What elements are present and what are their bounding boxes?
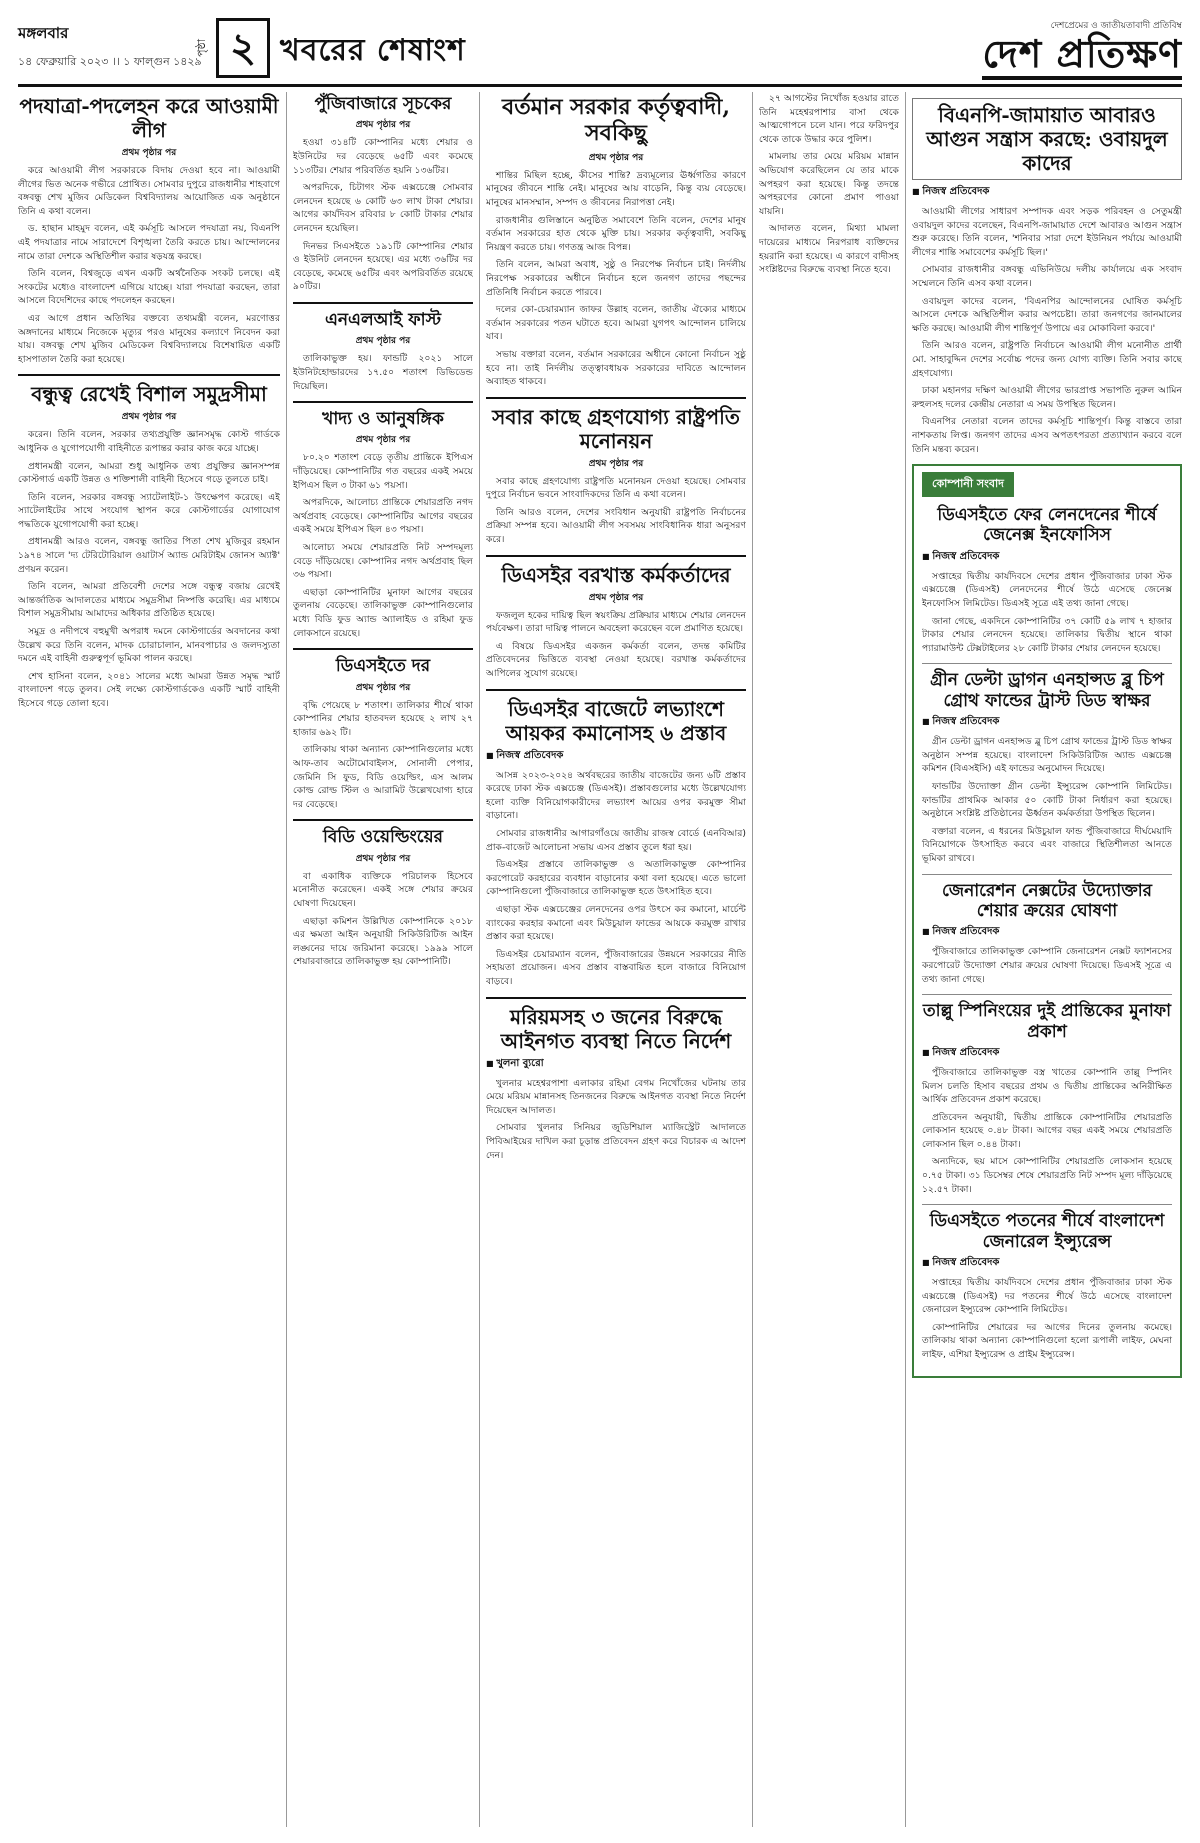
newspaper-brand [982, 18, 1182, 75]
article-genex-infosys [922, 505, 1172, 655]
byline: ■ নিজস্ব প্রতিবেদক [922, 549, 1172, 566]
paragraph: তিনি বলেন, বিশ্বজুড়ে এখন একটি অর্থনৈতিক সংকট চলছে। এই সংকটের মধ্যেও বাংলাদেশ এগিয়ে যাচ্ছে। যারা পদযাত্রা করছেন, তারা আসলে বিদেশিদের কাছে পদলেহন করছেন। [18, 268, 280, 307]
article-stock-index [293, 94, 473, 294]
jump-label: প্রথম পৃষ্ঠার পর [355, 853, 411, 864]
article-tallu-spinning [922, 1001, 1172, 1196]
page-number: ২ [216, 18, 270, 78]
paragraph: বিএনপির নেতারা বলেন তাদের কর্মসূচি শান্তিপূর্ণ। কিন্তু বাস্তবে তারা নাশকতায় লিপ্ত। জনগণ তাদের এসব অপতৎপরতা প্রত্যাখ্যান করবে বলে তিনি মন্তব্য করেন। [912, 416, 1182, 455]
divider [293, 648, 473, 650]
issue-day: মঙ্গলবার [18, 24, 69, 42]
column-divider [905, 92, 906, 1827]
paragraph: ঢাকা মহানগর দক্ষিণ আওয়ামী লীগের ভারপ্রাপ্ত সভাপতি নুরুল আমিন রুহুলসহ দলের কেন্দ্রীয় নেতারা এ সময় উপস্থিত ছিলেন। [912, 385, 1182, 410]
jump-label: প্রথম পৃষ্ঠার পর [121, 412, 177, 423]
article-continuation [759, 92, 899, 277]
paragraph: সোমবার রাজধানীর আগারগাঁওয়ে জাতীয় রাজস্ব বোর্ডে (এনবিআর) প্রাক-বাজেট আলোচনা সভায় এসব প্রস্তাব তুলে ধরা হয়। [486, 828, 746, 853]
column-3 [486, 92, 746, 1827]
paragraph: ওবায়দুল কাদের বলেন, 'বিএনপির আন্দোলনের ঘোষিত কর্মসূচি আসলে দেশকে অস্থিতিশীল করার অপচেষ্টা। তারা জনগণের জানমালের ক্ষতি করছে। আওয়ামী লীগ শান্তিপূর্ণ উপায়ে এর মোকাবিলা করবে।' [912, 295, 1182, 334]
divider [922, 1204, 1172, 1205]
article-arson-terror [912, 98, 1182, 456]
columns-area [18, 92, 1182, 1827]
headline[interactable]: বিডি ওয়েল্ডিংয়ের [323, 827, 443, 848]
column-2 [293, 92, 473, 1827]
paragraph: আওয়ামী লীগের সাধারণ সম্পাদক এবং সড়ক পরিবহন ও সেতুমন্ত্রী ওবায়দুল কাদের বলেছেন, বিএনপি-জামায়াত দেশে আবারও আগুন সন্ত্রাস শুরু করেছে। তিনি বলেন, 'শনিবার সারা দেশে ইউনিয়ন পর্যায়ে আওয়ামী লীগের শান্তি সমাবেশের কর্মসূচি ছিল।' [912, 206, 1182, 258]
masthead [18, 14, 1182, 87]
article-maritime-boundary [18, 382, 280, 710]
article-bd-welding [293, 827, 473, 969]
article-padayatra [18, 94, 280, 366]
paragraph: করেন। তিনি বলেন, সরকার তথ্যপ্রযুক্তি জ্ঞানসমৃদ্ধ কোস্ট গার্ডকে আধুনিক ও যুগোপযোগী বাহিনীতে রূপান্তর করার কাজ করে যাচ্ছে। [18, 429, 280, 454]
headline[interactable]: গ্রীন ডেল্টা ড্রাগন এনহান্সড ব্লু চিপ গ্রোথ ফান্ডের ট্রাস্ট ডিড স্বাক্ষর [930, 670, 1164, 711]
divider [18, 374, 280, 376]
paragraph: বা একাধিক ব্যক্তিকে পরিচালক হিসেবে মনোনীত করেছেন। একই সঙ্গে শেয়ার ক্রয়ের ঘোষণা দিয়েছেন। [293, 870, 473, 909]
headline[interactable]: ডিএসইর বাজেটে লভ্যাংশে আয়কর কমানোসহ ৬ প্রস্তাব [505, 696, 727, 745]
paragraph: প্রধানমন্ত্রী বলেন, আমরা শুধু আধুনিক তথ্য প্রযুক্তির জ্ঞানসম্পন্ন কোস্টগার্ড একটি উন্নত ও শক্তিশালী বাহিনী হিসেবে গড়ে তুলতে চাই। [18, 460, 280, 486]
paragraph: আদালত বলেন, মিথ্যা মামলা দায়েরের মাধ্যমে নিরপরাধ ব্যক্তিদের হয়রানি করা হয়েছে। এ কারণে বাদীসহ সংশ্লিষ্টদের বিরুদ্ধে ব্যবস্থা নিতে হবে। [759, 223, 899, 276]
paragraph: তিনি বলেন, আমরা প্রতিবেশী দেশের সঙ্গে বন্ধুত্ব বজায় রেখেই আন্তর্জাতিক আদালতের মাধ্যমে সমুদ্রসীমা নিষ্পত্তি করেছি। এর মাধ্যমে বিশাল সমুদ্রসীমায় আমাদের অধিকার প্রতিষ্ঠিত হয়েছে। [18, 581, 280, 620]
paragraph: খুলনার মহেশ্বরপাশা এলাকার রহিমা বেগম নিখোঁজের ঘটনায় তার মেয়ে মরিয়ম মান্নানসহ তিনজনের বিরুদ্ধে আইনগত ব্যবস্থা নিতে নির্দেশ দিয়েছেন আদালত। [486, 1077, 746, 1116]
divider [922, 994, 1172, 995]
paragraph: প্রধানমন্ত্রী আরও বলেন, বঙ্গবন্ধু জাতির পিতা শেখ মুজিবুর রহমান ১৯৭৪ সালে 'দ্য টেরিটোরিয়াল ওয়াটার্স অ্যান্ড মেরিটাইম জোনস অ্যাক্ট' প্রণয়ন করেন। [18, 536, 280, 575]
paragraph: এ বিষয়ে ডিএসইর একজন কর্মকর্তা বলেন, তদন্ত কমিটির প্রতিবেদনের ভিত্তিতে ব্যবস্থা নেওয়া হয়েছে। বরখাস্ত কর্মকর্তাদের আপিলের সুযোগ রয়েছে। [486, 640, 746, 680]
paragraph: অপরদিকে, চিটাগং স্টক এক্সচেঞ্জে সোমবার লেনদেন হয়েছে ৬ কোটি ৬৩ লাখ টাকা শেয়ার। আগের কার্যদিবস রবিবার ৮ কোটি টাকার শেয়ার লেনদেন হয়েছিল। [293, 182, 473, 234]
jump-label: প্রথম পৃষ্ঠার পর [355, 336, 411, 347]
headline[interactable]: খাদ্য ও আনুষঙ্গিক [322, 409, 444, 430]
article-food-allied [293, 409, 473, 640]
byline: ■ নিজস্ব প্রতিবেদক [922, 924, 1172, 941]
paragraph: ২৭ আগস্টের নিখোঁজ হওয়ার রাতে তিনি মহেশ্বরপাশার বাসা থেকে আত্মগোপনে চলে যান। পরে ফরিদপুর থেকে তাকে উদ্ধার করে পুলিশ। [759, 93, 899, 145]
article-authoritarian-government [486, 94, 746, 389]
column-divider [286, 92, 287, 1827]
paragraph: সপ্তাহের দ্বিতীয় কার্যদিবসে দেশের প্রধান পুঁজিবাজার ঢাকা স্টক এক্সচেঞ্জে (ডিএসই) লেনদেনের শীর্ষে উঠে এসেছে জেনেক্স ইনফোসিস লিমিটেড। ডিএসই সূত্রে এই তথ্য জানা গেছে। [922, 570, 1172, 610]
column-4 [759, 92, 899, 1827]
paragraph: এছাড়া স্টক এক্সচেঞ্জের লেনদেনের ওপর উৎসে কর কমানো, মার্চেন্ট ব্যাংকের করহার কমানো এবং মিউচুয়াল ফান্ডের আয়কে করমুক্ত রাখার প্রস্তাব করা হয়েছে। [486, 903, 746, 943]
paragraph: গ্রীন ডেল্টা ড্রাগন এনহান্সড ব্লু চিপ গ্রোথ ফান্ডের ট্রাস্ট ডিড স্বাক্ষর অনুষ্ঠান সম্পন্ন হয়েছে। বাংলাদেশ সিকিউরিটিজ অ্যান্ড এক্সচেঞ্জ কমিশন (বিএসইসি) এই ফান্ডের অনুমোদন দিয়েছে। [922, 736, 1172, 775]
paragraph: সভায় বক্তারা বলেন, বর্তমান সরকারের অধীনে কোনো নির্বাচন সুষ্ঠু হবে না। তাই নির্দলীয় তত্ত্বাবধায়ক সরকারের দাবিতে আন্দোলন অব্যাহত থাকবে। [486, 348, 746, 388]
paragraph: ড. হাছান মাহমুদ বলেন, এই কর্মসূচি আসলে পদযাত্রা নয়, বিএনপি এই পদযাত্রার নামে সারাদেশে বিশৃঙ্খলা তৈরি করতে চায়। আন্দোলনের নামে তারা দেশকে অস্থিতিশীল করার ষড়যন্ত্র করছে। [18, 223, 280, 262]
divider [486, 555, 746, 557]
paragraph: এছাড়া কোম্পানিটির মুনাফা আগের বছরের তুলনায় বেড়েছে। তালিকাভুক্ত কোম্পানিগুলোর মধ্যে বিডি ফুড অ্যান্ড অ্যালাইড ও রহিমা ফুড লোকসানে রয়েছে। [293, 586, 473, 639]
jump-label: প্রথম পৃষ্ঠার পর [588, 592, 644, 603]
headline[interactable]: তাল্লু স্পিনিংয়ের দুই প্রান্তিকের মুনাফা প্রকাশ [922, 1001, 1172, 1042]
paragraph: এর আগে প্রধান অতিথির বক্তব্যে তথ্যমন্ত্রী বলেন, মরণোত্তর অঙ্গদানের মাধ্যমে নিজেকে মৃত্যুর পরও মানুষের কল্যাণে নিবেদন করা যায়। বঙ্গবন্ধু শেখ মুজিব মেডিকেল বিশ্ববিদ্যালয়ে বিশেষায়িত একটি হাসপাতাল তৈরি করা হয়েছে। [18, 312, 280, 365]
article-generation-next [922, 881, 1172, 987]
paragraph: সপ্তাহের দ্বিতীয় কার্যদিবসে দেশের প্রধান পুঁজিবাজার ঢাকা স্টক এক্সচেঞ্জে (ডিএসই) দর পতনের শীর্ষে উঠে এসেছে বাংলাদেশ জেনারেল ইন্স্যুরেন্স কোম্পানি লিমিটেড। [922, 1277, 1172, 1316]
paragraph: তিনি আরও বলেন, দেশের সংবিধান অনুযায়ী রাষ্ট্রপতি নির্বাচনের প্রক্রিয়া সম্পন্ন হবে। আওয়ামী লীগ সবসময় সাংবিধানিক ধারা অনুসরণ করে। [486, 506, 746, 546]
article-dse-price [293, 656, 473, 811]
paragraph: সোমবার খুলনার সিনিয়র জুডিশিয়াল ম্যাজিস্ট্রেট আদালতে পিবিআইয়ের দাখিল করা চূড়ান্ত প্রতিবেদন গ্রহণ করে বিচারক এ আদেশ দেন। [486, 1122, 746, 1161]
paragraph: তালিকাভুক্ত হয়। ফান্ডটি ২০২১ সালে ইউনিটহোল্ডারদের ১৭.৫০ শতাংশ ডিভিডেন্ড দিয়েছিল। [293, 353, 473, 392]
paragraph: তিনি বলেন, আমরা অবাধ, সুষ্ঠু ও নিরপেক্ষ নির্বাচন চাই। নির্দলীয় নিরপেক্ষ সরকারের অধীনে নির্বাচন হলে জনগণ তাদের পছন্দের প্রতিনিধি নির্বাচন করতে পারবে। [486, 259, 746, 298]
company-news-tag: কোম্পানী সংবাদ [922, 472, 1014, 497]
paragraph: করে আওয়ামী লীগ সরকারকে বিদায় দেওয়া হবে না। আওয়ামী লীগের ভিত অনেক গভীরে প্রোথিত। সোমবার দুপুরে রাজধানীর শাহবাগে বঙ্গবন্ধু শেখ মুজিব মেডিকেল বিশ্ববিদ্যালয় আয়োজিত এক অনুষ্ঠানে তিনি এ কথা বলেন। [18, 165, 280, 217]
issue-date: ১৪ ফেব্রুয়ারি ২০২৩ ।। ১ ফাল্গুন ১৪২৯ [18, 55, 202, 68]
column-divider [752, 92, 753, 1827]
newspaper-logo: দেশ প্রতিক্ষণ [982, 33, 1182, 75]
jump-label: প্রথম পৃষ্ঠার পর [588, 458, 644, 469]
jump-label: প্রথম পৃষ্ঠার পর [588, 152, 644, 163]
headline[interactable]: ডিএসইর বরখাস্ত কর্মকর্তাদের [501, 562, 731, 587]
divider [922, 874, 1172, 875]
headline[interactable]: পুঁজিবাজারে সূচকের [314, 94, 452, 114]
divider [922, 663, 1172, 664]
article-mariam-legal-action [486, 1005, 746, 1163]
headline[interactable]: জেনারেশন নেক্সটের উদ্যোক্তার শেয়ার ক্রয়ের ঘোষণা [941, 880, 1153, 921]
headline[interactable]: ডিএসইতে দর [335, 656, 431, 677]
section-title: খবরের শেষাংশ [280, 33, 466, 68]
divider [486, 397, 746, 399]
article-dse-dismissed-officials [486, 563, 746, 681]
paragraph: তিনি বলেন, সরকার বঙ্গবন্ধু স্যাটেলাইট-১ উৎক্ষেপণ করেছে। এই স্যাটেলাইটের সাথে সংযোগ স্থাপন করে কোস্টগার্ডের যোগাযোগ পদ্ধতিকে যুগোপযোগী করা হচ্ছে। [18, 491, 280, 530]
paragraph: অন্যদিকে, ছয় মাসে কোম্পানিটির শেয়ারপ্রতি লোকসান হয়েছে ০.৭৫ টাকা। ৩১ ডিসেম্বর শেষে শেয়ারপ্রতি নিট সম্পদ মূল্য দাঁড়িয়েছে ১২.৫৭ টাকা। [922, 1156, 1172, 1195]
byline: ■ নিজস্ব প্রতিবেদক [922, 714, 1172, 731]
column-divider [479, 92, 480, 1827]
headline[interactable]: মরিয়মসহ ৩ জনের বিরুদ্ধে আইনগত ব্যবস্থা নিতে নির্দেশ [500, 1004, 732, 1053]
headline[interactable]: বর্তমান সরকার কর্তৃত্ববাদী, সবকিছু [502, 94, 730, 147]
article-bd-general-insurance [922, 1211, 1172, 1361]
byline: ■ নিজস্ব প্রতিবেদক [922, 1255, 1172, 1272]
paragraph: দিনভর সিএসইতে ১৯১টি কোম্পানির শেয়ার ও ইউনিট লেনদেন হয়েছে। এর মধ্যে ৩৬টির দর বেড়েছে, কমেছে ৬৫টির এবং অপরিবর্তিত রয়েছে ৯০টির। [293, 240, 473, 293]
paragraph: তিনি আরও বলেন, রাষ্ট্রপতি নির্বাচনে আওয়ামী লীগ মনোনীত প্রার্থী মো. সাহাবুদ্দিন দেশের সর্বোচ্চ পদের জন্য যোগ্য ব্যক্তি। তিনি সবার কাছে গ্রহণযোগ্য। [912, 340, 1182, 379]
byline: ■ খুলনা ব্যুরো [486, 1056, 746, 1073]
paragraph: সমুদ্র ও নদীপথে বহুমুখী অপরাধ দমনে কোস্টগার্ডের অবদানের কথা উল্লেখ করে তিনি বলেন, মাদক চোরাচালান, মানবপাচার ও জলদস্যুতা দমনে এই বাহিনী গুরুত্বপূর্ণ ভূমিকা পালন করছে। [18, 626, 280, 665]
divider [293, 302, 473, 304]
paragraph: বৃদ্ধি পেয়েছে ৮ শতাংশ। তালিকার শীর্ষে থাকা কোম্পানির শেয়ার হাতবদল হয়েছে ২ লাখ ২৭ হাজার ৬৯২ টি। [293, 699, 473, 738]
page-label: পৃষ্ঠা [195, 39, 208, 57]
brand-tagline: দেশপ্রেমের ও জাতীয়তাবাদী প্রতিবিম্ব [1050, 21, 1182, 31]
paragraph: আলোচ্য সময়ে শেয়ারপ্রতি নিট সম্পদমূল্য বেড়ে দাঁড়িয়েছে। কোম্পানির নগদ অর্থপ্রবাহ ছিল ৩৬ পয়সা। [293, 542, 473, 581]
jump-label: প্রথম পৃষ্ঠার পর [355, 435, 411, 446]
headline[interactable]: এনএলআই ফাস্ট [324, 309, 442, 330]
divider [293, 819, 473, 821]
paragraph: পুঁজিবাজারে তালিকাভুক্ত কোম্পানি জেনারেশন নেক্সট ফ্যাশনসের করপোরেট উদ্যোক্তা শেয়ার ক্রয়ের ঘোষণা দিয়েছে। ডিএসই সূত্রে এ তথ্য জানা গেছে। [922, 946, 1172, 985]
article-dse-budget-proposals [486, 697, 746, 989]
byline: ■ নিজস্ব প্রতিবেদক [912, 184, 1182, 201]
headline[interactable]: ডিএসইতে ফের লেনদেনের শীর্ষে জেনেক্স ইনফোসিস [937, 505, 1157, 546]
headline[interactable]: পদযাত্রা-পদলেহন করে আওয়ামী লীগ [19, 94, 279, 142]
paragraph: অপরদিকে, আলোচ্য প্রান্তিকে শেয়ারপ্রতি নগদ অর্থপ্রবাহ বেড়েছে। কোম্পানিটির আগের বছরের একই সময়ে ইপিএস ছিল ৪৩ পয়সা। [293, 497, 473, 536]
divider [486, 689, 746, 691]
company-news-box [912, 464, 1182, 1378]
column-5 [912, 92, 1182, 1827]
page-number-block [193, 18, 270, 78]
paragraph: ৮০.২০ শতাংশ বেড়ে তৃতীয় প্রান্তিকে ইপিএস দাঁড়িয়েছে। কোম্পানিটির গত বছরের একই সময়ে ইপিএস ছিল ৩ টাকা ৬১ পয়সা। [293, 452, 473, 491]
paragraph: শেখ হাসিনা বলেন, ২০৪১ সালের মধ্যে আমরা উন্নত সমৃদ্ধ স্মার্ট বাংলাদেশ গড়ে তুলব। সেই লক্ষ্যে কোস্টগার্ডকেও একটি স্মার্ট বাহিনী হিসেবে গড়ে তোলা হবে। [18, 670, 280, 709]
paragraph: কোম্পানিটির শেয়ারের দর আগের দিনের তুলনায় কমেছে। তালিকায় থাকা অন্যান্য কোম্পানিগুলো হলো রূপালী লাইফ, মেঘনা লাইফ, এশিয়া ইন্স্যুরেন্স ও প্রাইম ইন্স্যুরেন্স। [922, 1321, 1172, 1360]
paragraph: তালিকায় থাকা অন্যান্য কোম্পানিগুলোর মধ্যে আফ-তাব অটোমোবাইলস, সোনালী পেপার, জেমিনি সি ফুড, বিডি ওয়েল্ডিং, এস আলম কোল্ড রোল্ড স্টিল ও আরামিট উল্লেখযোগ্য হারে দর বেড়েছে। [293, 744, 473, 810]
article-president-nomination [486, 405, 746, 547]
paragraph: ফান্ডটির উদ্যোক্তা গ্রীন ডেল্টা ইন্স্যুরেন্স কোম্পানি লিমিটেড। ফান্ডটির প্রাথমিক আকার ৫০ কোটি টাকা নির্ধারণ করা হয়েছে। অনুষ্ঠানে সংশ্লিষ্ট প্রতিষ্ঠানের ঊর্ধ্বতন কর্মকর্তারা উপস্থিত ছিলেন। [922, 781, 1172, 820]
jump-label: প্রথম পৃষ্ঠার পর [355, 120, 411, 131]
paragraph: হওয়া ৩১৪টি কোম্পানির মধ্যে শেয়ার ও ইউনিটের দর বেড়েছে ৬৫টি এবং কমেছে ১১৩টির। শেয়ার পরিবর্তিত হয়নি ১৩৬টির। [293, 137, 473, 176]
paragraph: ডিএসইর চেয়ারম্যান বলেন, পুঁজিবাজারের উন্নয়নে সরকারের নীতি সহায়তা প্রয়োজন। এসব প্রস্তাব বাস্তবায়িত হলে বাজারে বিনিয়োগ বাড়বে। [486, 948, 746, 987]
divider [486, 997, 746, 999]
paragraph: সবার কাছে গ্রহণযোগ্য রাষ্ট্রপতি মনোনয়ন দেওয়া হয়েছে। সোমবার দুপুরে নির্বাচন ভবনে সাংবাদিকদের তিনি এ কথা বলেন। [486, 475, 746, 501]
issue-date-block [18, 22, 202, 72]
paragraph: পুঁজিবাজারে তালিকাভুক্ত বস্ত্র খাতের কোম্পানি তাল্লু স্পিনিং মিলস চলতি হিসাব বছরের প্রথম ও দ্বিতীয় প্রান্তিকের অনিরীক্ষিত আর্থিক প্রতিবেদন প্রকাশ করেছে। [922, 1066, 1172, 1106]
paragraph: রাজধানীর গুলিস্তানে অনুষ্ঠিত সমাবেশে তিনি বলেন, দেশের মানুষ বর্তমান সরকারের হাত থেকে মুক্তি চায়। সরকার কর্তৃত্ববাদী, সবকিছু নিয়ন্ত্রণ করতে চায়। গণতন্ত্র আজ বিপন্ন। [486, 214, 746, 253]
byline: ■ নিজস্ব প্রতিবেদক [922, 1045, 1172, 1062]
article-nli-first [293, 310, 473, 393]
article-green-delta-fund [922, 670, 1172, 865]
headline[interactable]: ডিএসইতে পতনের শীর্ষে বাংলাদেশ জেনারেল ইন্স্যুরেন্স [929, 1211, 1165, 1252]
paragraph: মামলায় তার মেয়ে মরিয়ম মান্নান অভিযোগ করেছিলেন যে তার মাকে অপহরণ করা হয়েছে। কিন্তু তদন্তে অপহরণের কোনো প্রমাণ পাওয়া যায়নি। [759, 151, 899, 217]
jump-label: প্রথম পৃষ্ঠার পর [121, 148, 177, 158]
jump-label: প্রথম পৃষ্ঠার পর [355, 682, 411, 693]
paragraph: সোমবার রাজধানীর বঙ্গবন্ধু এভিনিউয়ে দলীয় কার্যালয়ে এক সংবাদ সম্মেলনে তিনি এসব কথা বলেন। [912, 264, 1182, 289]
paragraph: শান্তির মিছিল হচ্ছে, কীসের শান্তি? দ্রব্যমূল্যের ঊর্ধ্বগতির কারণে মানুষের জীবনে শান্তি নেই। মানুষের আয় বাড়েনি, কিন্তু ব্যয় বেড়েছে। মানুষের মানসম্মান, সম্পদ ও জীবনের নিরাপত্তা নেই। [486, 169, 746, 208]
paragraph: আসন্ন ২০২৩-২০২৪ অর্থবছরের জাতীয় বাজেটের জন্য ৬টি প্রস্তাব করেছে ঢাকা স্টক এক্সচেঞ্জ (ডিএসই)। প্রস্তাবগুলোর মধ্যে উল্লেখযোগ্য হলো ব্যক্তি বিনিয়োগকারীদের লভ্যাংশ আয়ের ওপর করমুক্ত সীমা বাড়ানো। [486, 769, 746, 822]
headline[interactable]: বন্ধুত্ব রেখেই বিশাল সমুদ্রসীমা [31, 382, 267, 407]
paragraph: বক্তারা বলেন, এ ধরনের মিউচুয়াল ফান্ড পুঁজিবাজারে দীর্ঘমেয়াদি বিনিয়োগকে উৎসাহিত করবে এবং বাজারে স্থিতিশীলতা আনতে ভূমিকা রাখবে। [922, 825, 1172, 864]
headline[interactable]: বিএনপি-জামায়াত আবারও আগুন সন্ত্রাস করছে: ওবায়দুল কাদের [912, 98, 1182, 180]
column-1 [18, 92, 280, 1827]
paragraph: প্রতিবেদন অনুযায়ী, দ্বিতীয় প্রান্তিকে কোম্পানিটির শেয়ারপ্রতি লোকসান হয়েছে ০.৪৮ টাকা। আগের বছর একই সময়ে শেয়ারপ্রতি লোকসান ছিল ০.৪৪ টাকা। [922, 1111, 1172, 1150]
paragraph: জানা গেছে, একদিনে কোম্পানিটির ৩৭ কোটি ৫৯ লাখ ৭ হাজার টাকার শেয়ার লেনদেন হয়েছে। তালিকার দ্বিতীয় স্থানে থাকা প্যারামাউন্ট টেক্সটাইলের ২৮ কোটি টাকার শেয়ার লেনদেন হয়েছে। [922, 615, 1172, 654]
paragraph: এছাড়া কমিশন উল্লিখিত কোম্পানিকে ২০১৮ এর ক্ষমতা আইন অনুযায়ী সিকিউরিটিজ আইন লঙ্ঘনের দায়ে জরিমানা করেছে। ১৯৯৯ সালে শেয়ারবাজারে তালিকাভুক্ত হয় কোম্পানিটি। [293, 915, 473, 968]
paragraph: দলের কো-চেয়ারম্যান জাফর উল্লাহ বলেন, জাতীয় ঐক্যের মাধ্যমে বর্তমান সরকারের পতন ঘটাতে হবে। আমরা যুগপৎ আন্দোলন চালিয়ে যাব। [486, 304, 746, 343]
paragraph: ফজলুল হকের দায়িত্ব ছিল স্বয়ংক্রিয় প্রক্রিয়ার মাধ্যমে শেয়ার লেনদেন পর্যবেক্ষণ। তারা দায়িত্ব পালনে অবহেলা করেছেন বলে প্রমাণিত হয়েছে। [486, 609, 746, 635]
headline[interactable]: সবার কাছে গ্রহণযোগ্য রাষ্ট্রপতি মনোনয়ন [492, 404, 740, 453]
divider [293, 401, 473, 403]
paragraph: ডিএসইর প্রস্তাবে তালিকাভুক্ত ও অতালিকাভুক্ত কোম্পানির করপোরেট করহারের ব্যবধান বাড়ানোর কথা বলা হয়েছে। এতে ভালো কোম্পানিগুলো পুঁজিবাজারে তালিকাভুক্ত হতে উৎসাহিত হবে। [486, 859, 746, 898]
byline: ■ নিজস্ব প্রতিবেদক [486, 748, 746, 765]
